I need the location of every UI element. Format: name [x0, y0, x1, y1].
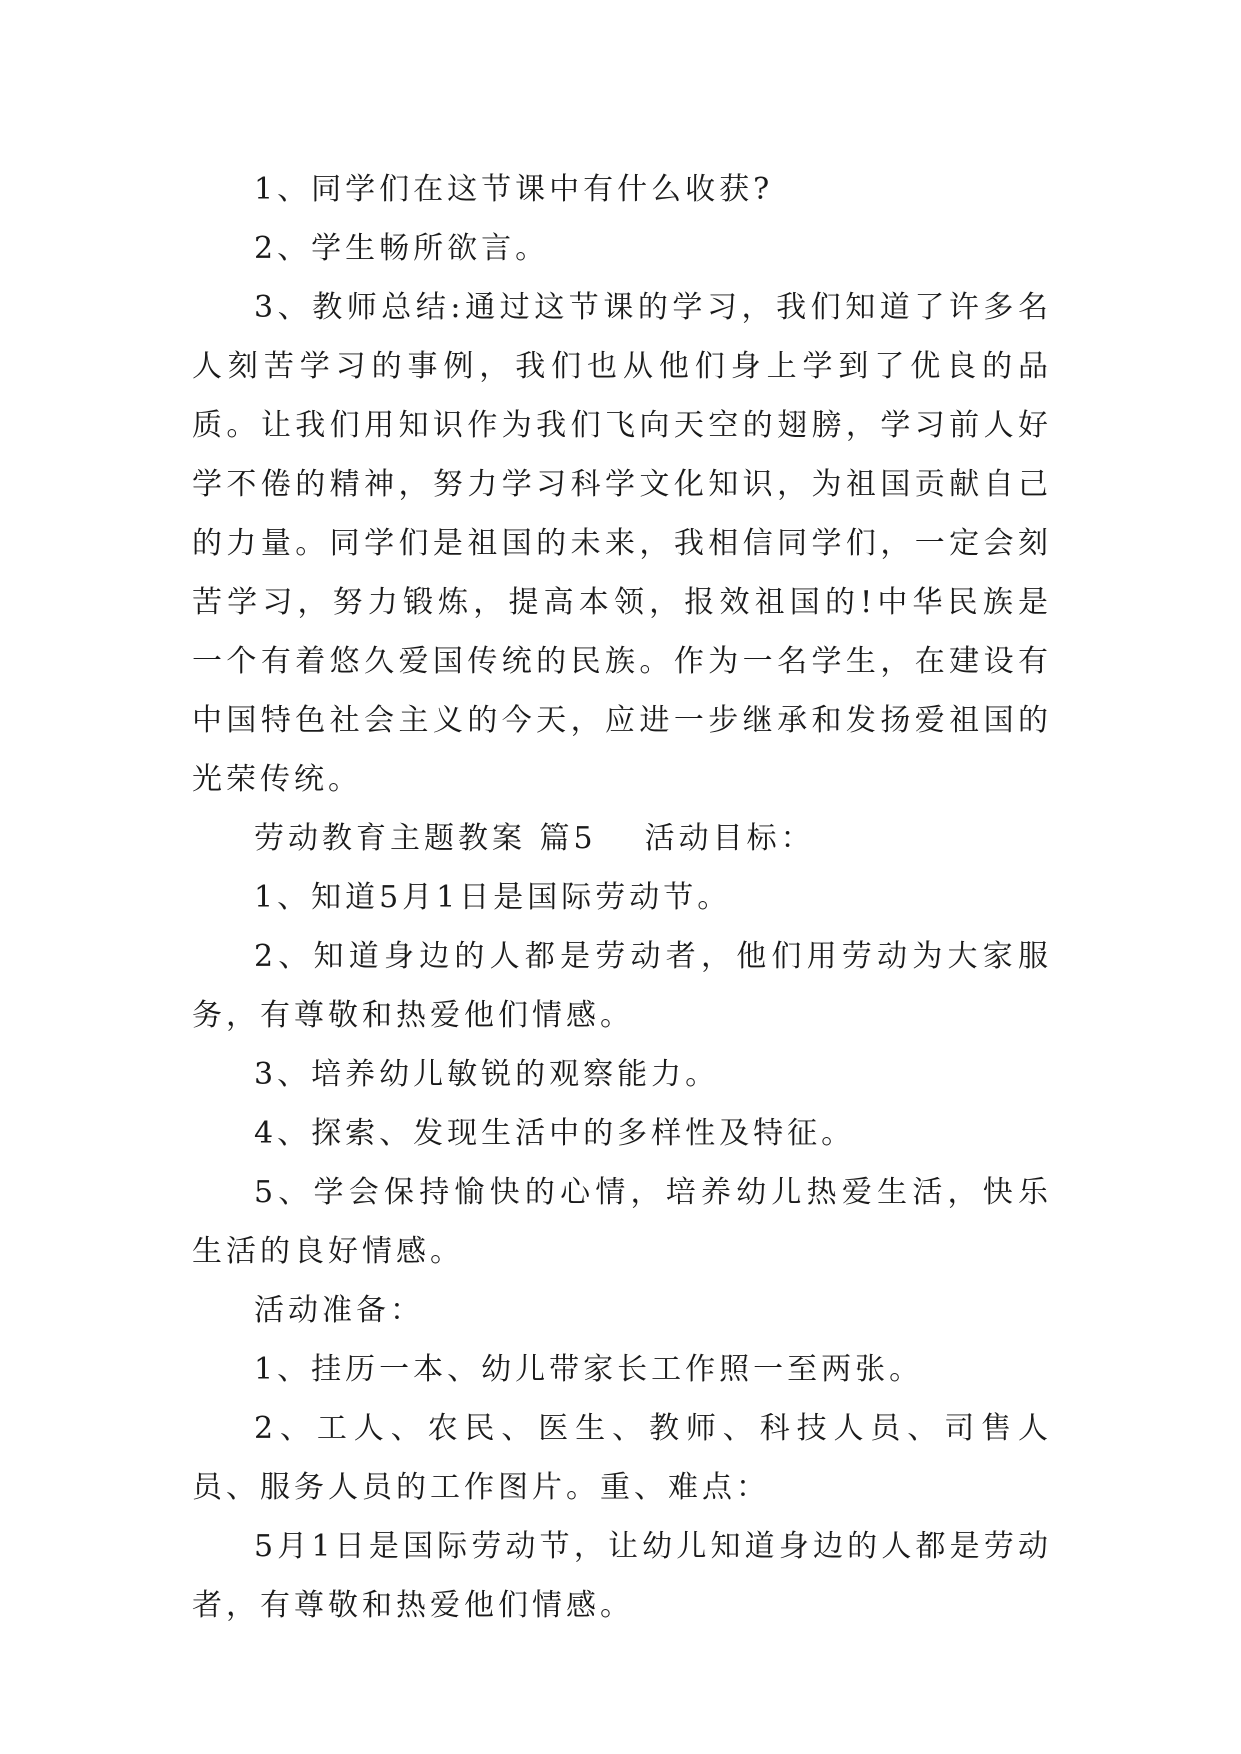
paragraph-students-speak: 2、学生畅所欲言。: [254, 231, 550, 266]
goal-item-5: 5、学会保持愉快的心情，培养幼儿热爱生活，快乐生活的良好情感。: [192, 1175, 1052, 1269]
goal-item-2: 2、知道身边的人都是劳动者，他们用劳动为大家服务，有尊敬和热爱他们情感。: [192, 939, 1052, 1033]
key-point-paragraph: 5月1日是国际劳动节，让幼儿知道身边的人都是劳动者，有尊敬和热爱他们情感。: [192, 1529, 1052, 1623]
preparation-heading: 活动准备：: [254, 1293, 424, 1328]
paragraph-teacher-summary: 3、教师总结:通过这节课的学习，我们知道了许多名人刻苦学习的事例，我们也从他们身上学到了优良的品质。让我们用知识作为我们飞向天空的翅膀，学习前人好学不倦的精神，努力学习科学文化知识，为祖国贡献自己的力量。同学们是祖国的未来，我相信同学们，一定会刻苦学习，努力锻炼，提高本领，报效祖国的!中华民族是一个有着悠久爱国传统的民族。作为一名学生，在建设有中国特色社会主义的今天，应进一步继承和发扬爱祖国的光荣传统。: [192, 290, 1052, 797]
goal-item-1: 1、知道5月1日是国际劳动节。: [254, 880, 732, 915]
goal-item-4: 4、探索、发现生活中的多样性及特征。: [254, 1116, 856, 1151]
paragraph-gains-question: 1、同学们在这节课中有什么收获?: [254, 172, 774, 207]
preparation-item-1: 1、挂历一本、幼儿带家长工作照一至两张。: [254, 1352, 924, 1387]
section-subtitle: 活动目标：: [644, 821, 815, 856]
preparation-item-2: 2、工人、农民、医生、教师、科技人员、司售人员、服务人员的工作图片。重、难点：: [192, 1411, 1052, 1505]
document-page: [192, 160, 1052, 1635]
section-heading: [192, 809, 1052, 868]
section-title: 劳动教育主题教案 篇5: [254, 821, 597, 856]
goal-item-3: 3、培养幼儿敏锐的观察能力。: [254, 1057, 720, 1092]
